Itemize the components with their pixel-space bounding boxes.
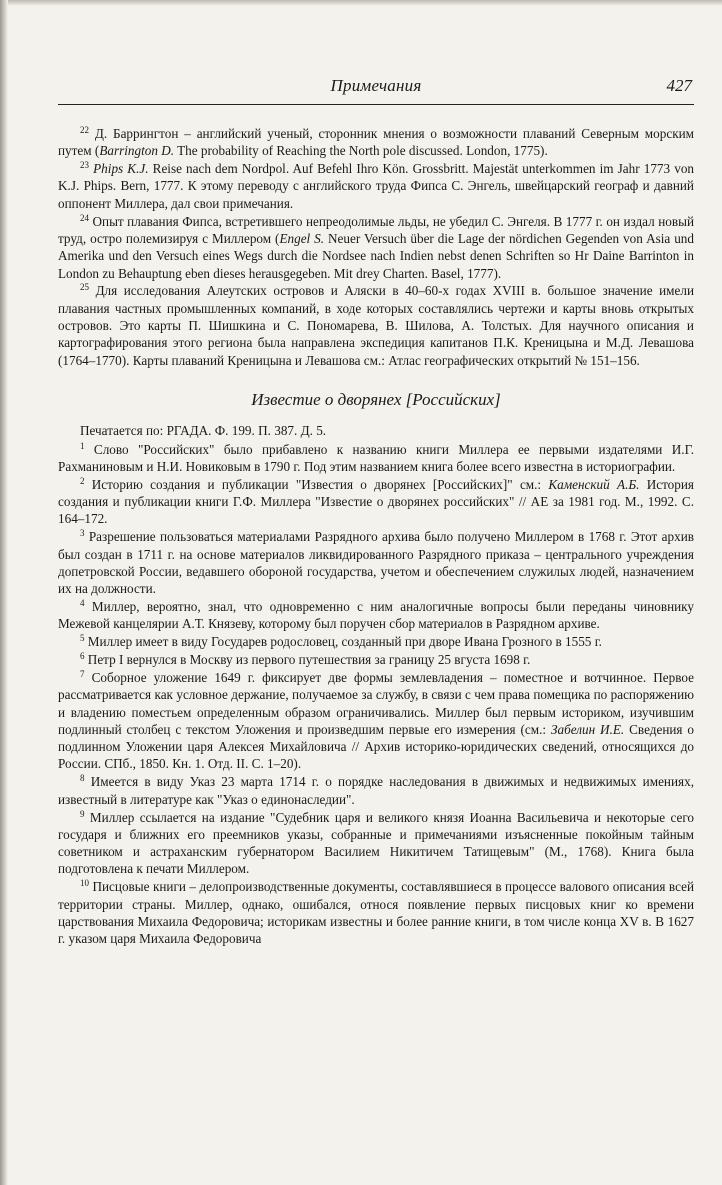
footnote-text: Для исследования Алеутских островов и Аляски в 40–60-х годах XVIII в. большое значение имели плавания частных промышленных компаний, в ходе которых составлялись чертежи и карты вновь открытых островов. Это карты П. Шишкина и С. Пономарева, В. Шилова, А. Толстых. Для научного описания и картографирования этого региона была направлена экспедиция капитанов П.К. Креницына и М.Д. Левашова (1764–1770). Карты плаваний Креницына и Левашова см.: Атлас географических открытий № 151–156.	[58, 283, 695, 368]
footnote-number: 23	[80, 160, 89, 171]
scan-edge-top	[0, 0, 722, 6]
footnote-6	[58, 651, 694, 668]
footnote-number: 4	[80, 597, 85, 608]
footnote-italic-text: Phips K.J.	[93, 161, 149, 177]
footnote-text: Сведения о подлинном Уложении царя Алексея Михайловича // Архив историко-юридических сведений, относящихся до России. СПб., 1850. Кн. 1. Отд. II. С. 1–20).	[58, 721, 694, 772]
footnote-text: Слово "Российских" было прибавлено к названию книги Миллера ее первыми издателями И.Г. Рахманиновым и Н.И. Новиковым в 1790 г. Под этим названием книга более всего известна в историографии.	[58, 441, 695, 474]
footnote-10	[58, 878, 694, 947]
footnote-25	[58, 282, 694, 368]
footnote-number: 3	[80, 528, 85, 539]
scan-edge-left	[0, 0, 8, 1185]
footnote-text: The probability of Reaching the North pole discussed. London, 1775).	[174, 143, 548, 159]
footnote-24	[58, 213, 694, 282]
footnote-text: Миллер имеет в виду Государев родословец, созданный при дворе Ивана Грозного в 1555 г.	[87, 634, 602, 650]
footnote-text: Опыт плавания Фипса, встретившего непреодолимые льды, не убедил С. Энгеля. В 1777 г. он издал новый труд, остро полемизируя с Миллером (	[58, 213, 695, 246]
footnote-4	[58, 598, 694, 633]
footnote-text: Петр I вернулся в Москву из первого путешествия за границу 25 вгуста 1698 г.	[87, 652, 531, 668]
footnote-number: 22	[80, 125, 89, 135]
notes-list-expeditions	[58, 125, 694, 369]
footnote-9	[58, 809, 694, 878]
footnote-2	[58, 476, 694, 528]
running-header-title: Примечания	[330, 76, 422, 95]
book-page	[58, 70, 694, 948]
footnote-italic-text: Каменский А.Б.	[548, 476, 640, 492]
footnote-text: Соборное уложение 1649 г. фиксирует две формы землевладения – поместное и вотчинное. Первое рассматривается как условное держание, получаемое за службу, в связи с чем права помещика по распоряжению и владению поместьем определенным образом ограничивались. Миллер был первым историком, изучившим подлинный столбец с текстом Уложения и произведшим первые его измерения (см.:	[58, 669, 694, 737]
footnote-8	[58, 773, 694, 808]
notes-list-dvoryane	[58, 441, 694, 948]
footnote-italic-text: Barrington D.	[99, 143, 175, 159]
footnote-3	[58, 528, 694, 597]
footnote-text: Миллер, вероятно, знал, что одновременно с ним аналогичные вопросы были переданы чиновнику Межевой канцелярии А.Т. Князеву, которому был поручен сбор материалов в Разрядном архиве.	[58, 598, 694, 632]
page-number: 427	[666, 76, 692, 95]
footnote-text: Историю создания и публикации "Известия о дворянех [Российских]" см.:	[91, 476, 549, 492]
footnote-5	[58, 633, 694, 650]
footnote-italic-text: Engel S.	[279, 230, 325, 246]
footnote-number: 8	[80, 773, 85, 784]
running-header	[58, 70, 694, 105]
footnote-text: Миллер ссылается на издание "Судебник царя и великого князя Иоанна Васильевича и некоторые сего государя и ближних его преемников указы, собранные и примечаниями изъясненные покойным тайным советником и астраханским губернатором Василием Никитичем Татищевым" (М., 1768). Книга была подготовлена к печати Миллером.	[58, 809, 695, 877]
footnote-22	[58, 125, 694, 160]
footnote-text: Д. Баррингтон – английский ученый, сторонник мнения о возможности плаваний Северным морским путем (	[58, 126, 694, 159]
footnote-number: 6	[80, 651, 85, 662]
footnote-number: 2	[80, 475, 85, 486]
footnote-text: Писцовые книги – делопроизводственные документы, составлявшиеся в процессе валового описания всей территории страны. Миллер, однако, ошибался, относя появление первых писцовых книг ко времени царствования Михаила Федоровича; историкам известны и более ранние книги, в том числе конца XV в. В 1627 г. указом царя Михаила Федоровича	[58, 879, 695, 947]
section-title: Известие о дворянех [Российских]	[251, 389, 501, 409]
footnote-number: 24	[80, 212, 89, 223]
page-body	[58, 105, 694, 947]
footnote-7	[58, 669, 694, 773]
footnote-text: Neuer Versuch über die Lage der nördichen Gegenden von Asia und Amerika und den Versuch eines Wegs durch die Nordsee nach Indien nebst denen Schriften so Hr Daine Barrinton in London zu Behauptung eben dieses herausgegeben. Mit drey Charten. Basel, 1777).	[58, 230, 694, 281]
footnote-number: 1	[80, 440, 85, 451]
footnote-number: 25	[80, 282, 89, 293]
source-line: Печатается по: РГАДА. Ф. 199. П. 387. Д. 5.	[80, 423, 327, 439]
footnote-text: Имеется в виду Указ 23 марта 1714 г. о порядке наследования в движимых и недвижимых имениях, известный в литературе как "Указ о единонаследии".	[58, 774, 694, 807]
footnote-text: Разрешение пользоваться материалами Разрядного архива было получено Миллером в 1768 г. Этот архив был создан в 1711 г. на основе материалов ликвидированного Разрядного приказа – центрального учреждения допетровской России, ведавшего обороной государства, учетом и обеспечением служилых людей, назначением их на должности.	[58, 529, 694, 597]
footnote-1	[58, 441, 694, 476]
footnote-italic-text: Забелин И.Е.	[550, 721, 625, 737]
footnote-number: 9	[80, 808, 85, 819]
footnote-23	[58, 160, 694, 212]
footnote-text: История создания и публикации книги Г.Ф. Миллера "Известие о дворянех российских" // АЕ за 1981 год. М., 1992. С. 164–172.	[58, 476, 694, 527]
footnote-number: 7	[80, 668, 85, 679]
footnote-number: 10	[80, 878, 89, 889]
footnote-number: 5	[80, 633, 85, 644]
footnote-text: Reise nach dem Nordpol. Auf Befehl Ihro Kön. Grossbritt. Majestät unterkommen im Jahr 1773 von K.J. Phips. Bern, 1777. К этому переводу с английского труда Фипса С. Энгель, швейцарский географ и давний оппонент Миллера, дал свои примечания.	[58, 161, 695, 211]
